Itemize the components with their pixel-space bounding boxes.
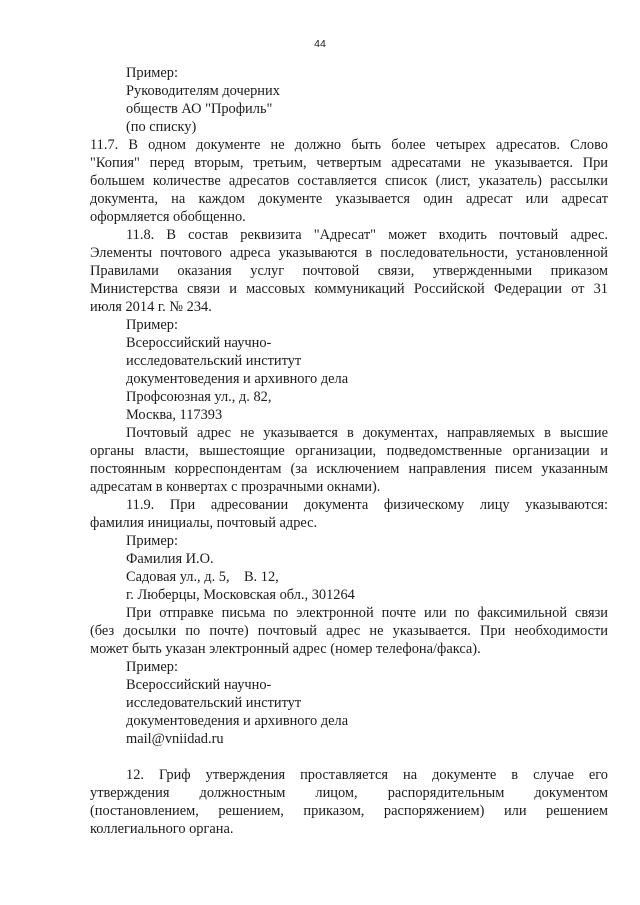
address-line: исследовательский институт	[126, 695, 302, 711]
paragraph-line: 12. Гриф утверждения проставляется на документе в случае его	[126, 767, 608, 783]
address-line: документоведения и архивного дела	[126, 713, 349, 729]
address-line: Всероссийский научно-	[126, 677, 272, 693]
paragraph-line: (постановлением, решением, приказом, распоряжением) или решением	[90, 803, 608, 819]
paragraph-line: 11.9. При адресовании документа физическому лицу указываются:	[126, 497, 608, 513]
paragraph-line: большем количестве адресатов составляется список (лист, указатель) рассылки	[90, 173, 608, 189]
paragraph-line: документа, на каждом документе указывается один адресат или адресат	[90, 191, 608, 207]
example-label: Пример:	[126, 659, 178, 675]
page-number: 44	[314, 38, 326, 50]
example-label: Пример:	[126, 533, 178, 549]
addressee-line: (по списку)	[126, 119, 197, 135]
paragraph-line: 11.8. В состав реквизита "Адресат" может входить почтовый адрес.	[126, 227, 608, 243]
paragraph-line: Правилами оказания услуг почтовой связи, утвержденными приказом	[90, 263, 608, 279]
paragraph-line: Почтовый адрес не указывается в документах, направляемых в высшие	[126, 425, 608, 441]
paragraph-line: оформляется обобщенно.	[90, 209, 246, 225]
paragraph-line: "Копия" перед вторым, третьим, четвертым адресатами не указывается. При	[90, 155, 608, 171]
address-line: документоведения и архивного дела	[126, 371, 349, 387]
address-line: Всероссийский научно-	[126, 335, 272, 351]
address-line: Профсоюзная ул., д. 82,	[126, 389, 272, 405]
paragraph-line: июля 2014 г. № 234.	[90, 299, 212, 315]
paragraph-line: коллегиального органа.	[90, 821, 234, 837]
address-line: Фамилия И.О.	[126, 551, 214, 567]
address-line: Москва, 117393	[126, 407, 223, 423]
paragraph-line: органы власти, вышестоящие организации, подведомственные организации и	[90, 443, 608, 459]
example-label: Пример:	[126, 65, 178, 81]
paragraph-line: Элементы почтового адреса указываются в последовательности, установленной	[90, 245, 608, 261]
address-line: исследовательский институт	[126, 353, 302, 369]
paragraph-line: (без досылки по почте) почтовый адрес не указывается. При необходимости	[90, 623, 608, 639]
paragraph-line: Министерства связи и массовых коммуникаций Российской Федерации от 31	[90, 281, 608, 297]
example-label: Пример:	[126, 317, 178, 333]
paragraph-line: фамилия инициалы, почтовый адрес.	[90, 515, 318, 531]
paragraph-line: утверждения должностным лицом, распорядительным документом	[90, 785, 608, 801]
email-address: mail@vniidad.ru	[126, 731, 224, 747]
address-line: Садовая ул., д. 5, В. 12,	[126, 569, 279, 585]
paragraph-line: может быть указан электронный адрес (номер телефона/факса).	[90, 641, 481, 657]
addressee-line: Руководителям дочерних	[126, 83, 280, 99]
paragraph-line: постоянным корреспондентам (за исключением направления писем указанным	[90, 461, 608, 477]
address-line: г. Люберцы, Московская обл., 301264	[126, 587, 355, 603]
paragraph-line: 11.7. В одном документе не должно быть более четырех адресатов. Слово	[90, 137, 608, 153]
paragraph-line: При отправке письма по электронной почте или по факсимильной связи	[126, 605, 608, 621]
paragraph-line: адресатам в конвертах с прозрачными окнами).	[90, 479, 381, 495]
addressee-line: обществ АО "Профиль"	[126, 101, 273, 117]
